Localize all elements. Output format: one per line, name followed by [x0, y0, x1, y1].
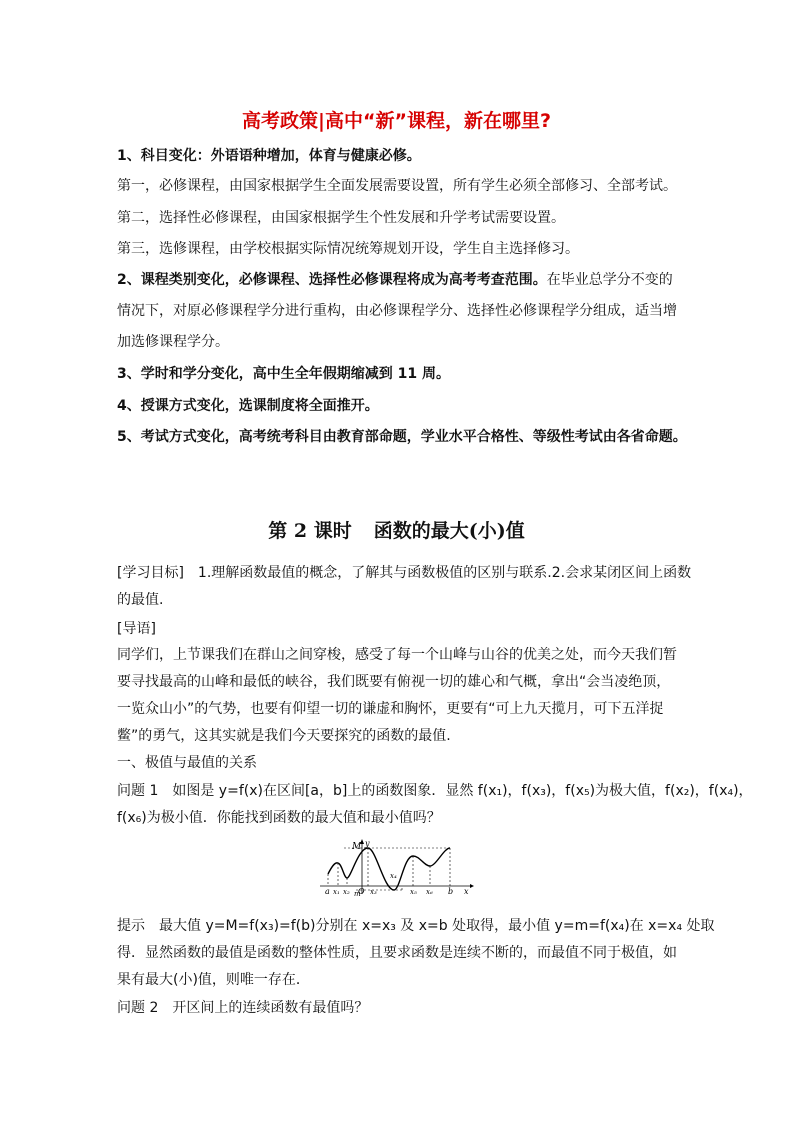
label-b: b	[448, 887, 454, 896]
intro-heading: [导语]	[117, 621, 156, 637]
function-graph-figure	[318, 838, 474, 896]
intro-line4: 鳖”的勇气，这其实就是我们今天要探究的函数的最值.	[117, 728, 451, 744]
policy-item-2-line1	[117, 270, 673, 290]
policy-item-1-p3: 第三，选修课程，由学校根据实际情况统筹规划开设，学生自主选择修习。	[117, 241, 579, 257]
section-heading-1: 一、极值与最值的关系	[117, 755, 257, 771]
label-x6: x₆	[426, 888, 433, 896]
lesson-title	[0, 516, 793, 543]
policy-item-2-rest: 在毕业总学分不变的	[546, 272, 673, 288]
hint-line1: 提示 最大值 y=M=f(x₃)=f(b)分别在 x=x₃ 及 x=b 处取得，最小值 y=m=f(x₄)在 x=x₄ 处取	[117, 918, 715, 934]
label-x2: x₂	[343, 888, 350, 896]
label-x4: x₄	[390, 872, 397, 880]
label-x1: x₁	[333, 888, 340, 896]
policy-item-1-p1: 第一，必修课程，由国家根据学生全面发展需要设置，所有学生必须全部修习、全部考试。	[117, 178, 677, 194]
lesson-number: 第 2 课时	[268, 520, 352, 542]
policy-item-1-heading: 1、科目变化：外语语种增加，体育与健康必修。	[117, 148, 421, 164]
label-M: M	[352, 842, 362, 852]
label-y-axis: y	[365, 839, 370, 848]
intro-line3: 一览众山小”的气势，也要有仰望一切的谦虚和胸怀，更要有“可上九天揽月，可下五洋捉	[117, 701, 664, 717]
label-m: m	[354, 890, 361, 896]
learning-goal-line1: [学习目标] 1.理解函数最值的概念，了解其与函数极值的区别与联系.2.会求某闭区间上函数	[117, 565, 692, 581]
label-origin: O	[358, 887, 365, 896]
policy-item-2-line2: 情况下，对原必修课程学分进行重构，由必修课程学分、选择性必修课程学分组成，适当增	[117, 303, 677, 319]
question-1-line1: 问题 1 如图是 y=f(x)在区间[a，b]上的函数图象．显然 f(x₁)，f(x₃)，f(x₅)为极大值，f(x₂)，f(x₄)，	[117, 783, 753, 799]
page-title: 高考政策|高中“新”课程，新在哪里?	[242, 110, 551, 132]
policy-item-4: 4、授课方式变化，选课制度将全面推开。	[117, 398, 379, 414]
policy-item-5: 5、考试方式变化，高考统考科目由教育部命题，学业水平合格性、等级性考试由各省命题。	[117, 429, 687, 445]
label-a: a	[325, 887, 330, 896]
function-curve	[328, 848, 450, 890]
question-2: 问题 2 开区间上的连续函数有最值吗？	[117, 1000, 369, 1016]
hint-line2: 得．显然函数的最值是函数的整体性质，且要求函数是连续不断的，而最值不同于极值，如	[117, 945, 677, 961]
intro-line1: 同学们，上节课我们在群山之间穿梭，感受了每一个山峰与山谷的优美之处，而今天我们暂	[117, 647, 677, 663]
policy-item-2-bold: 2、课程类别变化，必修课程、选择性必修课程将成为高考考查范围。	[117, 272, 547, 288]
policy-item-3: 3、学时和学分变化，高中生全年假期缩减到 11 周。	[117, 366, 450, 382]
intro-line2: 要寻找最高的山峰和最低的峡谷，我们既要有俯视一切的雄心和气概，拿出“会当凌绝顶，	[117, 674, 671, 690]
hint-line3: 果有最大(小)值，则唯一存在．	[117, 972, 310, 988]
policy-item-2-line3: 加选修课程学分。	[117, 334, 229, 350]
lesson-topic: 函数的最大(小)值	[373, 520, 525, 542]
label-x-axis: x	[464, 887, 469, 896]
learning-goal-line2: 的最值.	[117, 592, 164, 608]
policy-item-1-p2: 第二，选择性必修课程，由国家根据学生个性发展和升学考试需要设置。	[117, 210, 565, 226]
label-x3: x₃	[370, 888, 377, 896]
label-x5: x₅	[410, 888, 417, 896]
question-1-line2: f(x₆)为极小值．你能找到函数的最大值和最小值吗？	[117, 810, 441, 826]
